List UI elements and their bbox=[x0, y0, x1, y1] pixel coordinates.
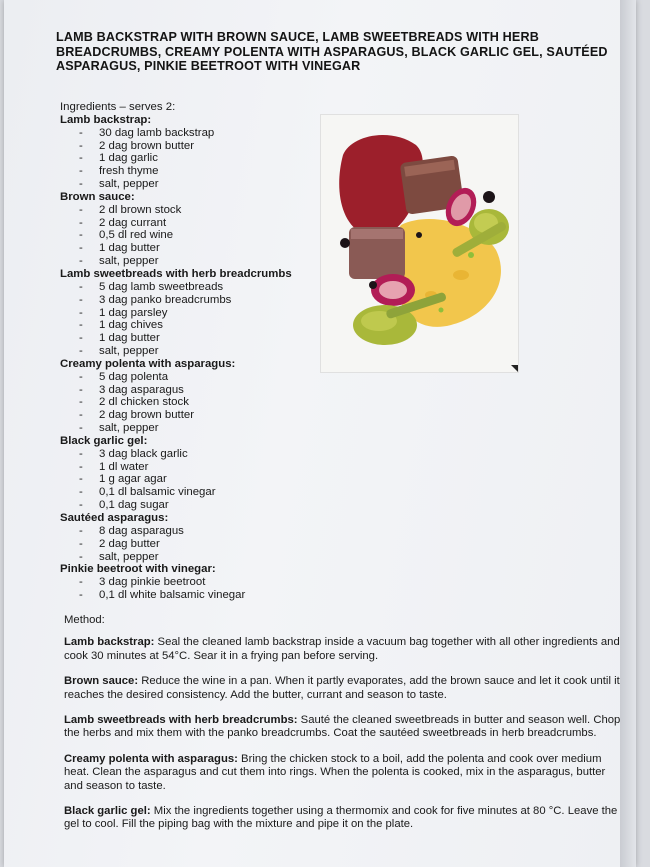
ingredient-item bbox=[60, 204, 320, 217]
method-step bbox=[64, 636, 622, 663]
ingredient-item bbox=[60, 576, 320, 589]
ingredient-text: 2 dag brown butter bbox=[99, 139, 194, 152]
ingredient-items bbox=[60, 204, 320, 268]
ingredient-section bbox=[60, 563, 320, 602]
method-label: Method: bbox=[64, 614, 105, 626]
ingredient-text: 3 dag black garlic bbox=[99, 447, 188, 460]
bullet-dash: - bbox=[79, 216, 83, 229]
section-title: Lamb sweetbreads with herb breadcrumbs bbox=[60, 267, 292, 280]
ingredient-item bbox=[60, 589, 320, 602]
ingredient-item bbox=[60, 229, 320, 242]
bullet-dash: - bbox=[79, 165, 83, 178]
ingredient-text: 2 dl brown stock bbox=[99, 203, 182, 216]
ingredient-text: 3 dag asparagus bbox=[99, 383, 184, 396]
ingredient-text: 0,1 dag sugar bbox=[99, 499, 169, 512]
dish-photo bbox=[320, 114, 519, 373]
ingredient-item bbox=[60, 473, 320, 486]
ingredient-item bbox=[60, 448, 320, 461]
bullet-dash: - bbox=[79, 447, 83, 460]
step-title: Brown sauce: bbox=[64, 675, 139, 688]
ingredient-text: 2 dag butter bbox=[99, 537, 160, 550]
ingredient-item bbox=[60, 165, 320, 178]
ingredient-section bbox=[60, 191, 320, 268]
ingredient-text: 2 dl chicken stock bbox=[99, 396, 189, 409]
ingredient-text: 1 g agar agar bbox=[99, 473, 167, 486]
ingredient-item bbox=[60, 255, 320, 268]
step-text: Seal the cleaned lamb backstrap inside a vacuum bag together with all other ingredients and cook 30 minutes at 54°C. Sear it in a frying pan before serving. bbox=[64, 636, 620, 662]
step-text: Sauté the cleaned sweetbreads in butter and season well. Chop the herbs and mix them with the panko breadcrumbs. Coat the sautéed sweetbreads in herb breadcrumbs. bbox=[64, 714, 621, 740]
step-title: Black garlic gel: bbox=[64, 805, 151, 818]
ingredient-text: 2 dag brown butter bbox=[99, 409, 194, 422]
ingredient-text: 0,1 dl white balsamic vinegar bbox=[99, 589, 246, 602]
section-title: Creamy polenta with asparagus: bbox=[60, 357, 236, 370]
bullet-dash: - bbox=[79, 332, 83, 345]
ingredient-item bbox=[60, 422, 320, 435]
section-title: Black garlic gel: bbox=[60, 434, 148, 447]
ingredient-item bbox=[60, 307, 320, 320]
ingredient-text: 1 dag butter bbox=[99, 242, 160, 255]
ingredient-text: salt, pepper bbox=[99, 178, 159, 191]
ingredient-text: 3 dag panko breadcrumbs bbox=[99, 293, 232, 306]
ingredient-section bbox=[60, 435, 320, 512]
ingredient-section bbox=[60, 512, 320, 563]
ingredient-item bbox=[60, 345, 320, 358]
bullet-dash: - bbox=[79, 319, 83, 332]
ingredient-item bbox=[60, 294, 320, 307]
ingredient-item bbox=[60, 371, 320, 384]
ingredient-text: 3 dag pinkie beetroot bbox=[99, 576, 206, 589]
method-steps bbox=[64, 636, 622, 831]
paper-sheet bbox=[4, 0, 636, 867]
method-step bbox=[64, 675, 622, 702]
bullet-dash: - bbox=[79, 203, 83, 216]
ingredient-item bbox=[60, 525, 320, 538]
bullet-dash: - bbox=[79, 550, 83, 563]
ingredient-text: 1 dl water bbox=[99, 460, 149, 473]
step-title: Lamb sweetbreads with herb breadcrumbs: bbox=[64, 714, 298, 727]
ingredient-items bbox=[60, 371, 320, 435]
bullet-dash: - bbox=[79, 524, 83, 537]
plated-dish-image bbox=[321, 115, 518, 372]
ingredient-item bbox=[60, 538, 320, 551]
step-title: Creamy polenta with asparagus: bbox=[64, 752, 238, 765]
bullet-dash: - bbox=[79, 345, 83, 358]
bullet-dash: - bbox=[79, 255, 83, 268]
ingredient-item bbox=[60, 409, 320, 422]
method-step bbox=[64, 714, 622, 741]
bullet-dash: - bbox=[79, 589, 83, 602]
ingredient-items bbox=[60, 525, 320, 564]
step-text: Bring the chicken stock to a boil, add the polenta and cook over medium heat. Clean the asparagus and cut them into rings. When the polenta is cooked, mix in the asparagus, butter and season to taste. bbox=[64, 752, 606, 792]
ingredient-item bbox=[60, 332, 320, 345]
ingredient-item bbox=[60, 499, 320, 512]
bullet-dash: - bbox=[79, 126, 83, 139]
ingredient-item bbox=[60, 127, 320, 140]
ingredient-text: salt, pepper bbox=[99, 550, 159, 563]
ingredient-text: 30 dag lamb backstrap bbox=[99, 126, 215, 139]
ingredient-item bbox=[60, 384, 320, 397]
ingredient-section bbox=[60, 114, 320, 191]
ingredient-text: 1 dag butter bbox=[99, 332, 160, 345]
ingredient-section bbox=[60, 358, 320, 435]
ingredients-list bbox=[60, 101, 320, 602]
ingredient-text: fresh thyme bbox=[99, 165, 159, 178]
ingredient-text: 1 dag parsley bbox=[99, 306, 168, 319]
ingredient-item bbox=[60, 140, 320, 153]
bullet-dash: - bbox=[79, 139, 83, 152]
ingredient-sections bbox=[60, 114, 320, 602]
section-title: Pinkie beetroot with vinegar: bbox=[60, 563, 216, 576]
ingredient-text: 5 dag polenta bbox=[99, 370, 169, 383]
bullet-dash: - bbox=[79, 576, 83, 589]
ingredient-item bbox=[60, 178, 320, 191]
step-text: Reduce the wine in a pan. When it partly evaporates, add the brown sauce and let it cook until it reaches the desired consistency. Add the butter, currant and season to taste. bbox=[64, 675, 620, 701]
ingredient-item bbox=[60, 319, 320, 332]
ingredient-items bbox=[60, 576, 320, 602]
ingredient-text: salt, pepper bbox=[99, 255, 159, 268]
ingredient-text: 2 dag currant bbox=[99, 216, 167, 229]
bullet-dash: - bbox=[79, 293, 83, 306]
ingredient-text: 5 dag lamb sweetbreads bbox=[99, 280, 224, 293]
section-title: Brown sauce: bbox=[60, 190, 135, 203]
section-title: Sautéed asparagus: bbox=[60, 512, 169, 524]
bullet-dash: - bbox=[79, 409, 83, 422]
bullet-dash: - bbox=[79, 229, 83, 242]
ingredient-text: 1 dag garlic bbox=[99, 152, 158, 165]
ingredient-text: 0,5 dl red wine bbox=[99, 229, 174, 242]
method-step bbox=[64, 805, 622, 832]
bullet-dash: - bbox=[79, 396, 83, 409]
recipe-title: LAMB BACKSTRAP WITH BROWN SAUCE, LAMB SWEETBREADS WITH HERB BREADCRUMBS, CREAMY POLENTA WITH ASPARAGUS, BLACK GARLIC GEL, SAUTÉED ASPARAGUS, PINKIE BEETROOT WITH VINEGAR bbox=[56, 30, 608, 73]
ingredients-heading: Ingredients – serves 2: bbox=[60, 101, 176, 113]
bullet-dash: - bbox=[79, 422, 83, 435]
ingredient-item bbox=[60, 551, 320, 564]
ingredient-text: 1 dag chives bbox=[99, 319, 163, 332]
bullet-dash: - bbox=[79, 499, 83, 512]
ingredient-text: 0,1 dl balsamic vinegar bbox=[99, 486, 216, 499]
ingredient-text: salt, pepper bbox=[99, 422, 159, 435]
ingredient-item bbox=[60, 396, 320, 409]
bullet-dash: - bbox=[79, 537, 83, 550]
bullet-dash: - bbox=[79, 473, 83, 486]
bullet-dash: - bbox=[79, 280, 83, 293]
section-title: Lamb backstrap: bbox=[60, 113, 152, 126]
bullet-dash: - bbox=[79, 460, 83, 473]
ingredient-section bbox=[60, 268, 320, 358]
ingredient-text: salt, pepper bbox=[99, 345, 159, 358]
bullet-dash: - bbox=[79, 152, 83, 165]
method-section bbox=[64, 614, 622, 844]
paper-edge bbox=[620, 0, 636, 867]
ingredient-item bbox=[60, 486, 320, 499]
ingredient-items bbox=[60, 127, 320, 191]
ingredient-item bbox=[60, 217, 320, 230]
bullet-dash: - bbox=[79, 242, 83, 255]
ingredient-item bbox=[60, 242, 320, 255]
bullet-dash: - bbox=[79, 306, 83, 319]
bullet-dash: - bbox=[79, 486, 83, 499]
step-title: Lamb backstrap: bbox=[64, 636, 155, 649]
ingredient-item bbox=[60, 152, 320, 165]
ingredient-text: 8 dag asparagus bbox=[99, 524, 184, 537]
ingredient-item bbox=[60, 461, 320, 474]
method-step bbox=[64, 753, 622, 793]
step-text: Mix the ingredients together using a thermomix and cook for five minutes at 80 °C. Leave the gel to cool. Fill the piping bag with the mixture and pipe it on the plate. bbox=[64, 805, 618, 831]
ingredient-items bbox=[60, 448, 320, 512]
ingredient-item bbox=[60, 281, 320, 294]
bullet-dash: - bbox=[79, 370, 83, 383]
ingredient-items bbox=[60, 281, 320, 358]
bullet-dash: - bbox=[79, 383, 83, 396]
bullet-dash: - bbox=[79, 178, 83, 191]
